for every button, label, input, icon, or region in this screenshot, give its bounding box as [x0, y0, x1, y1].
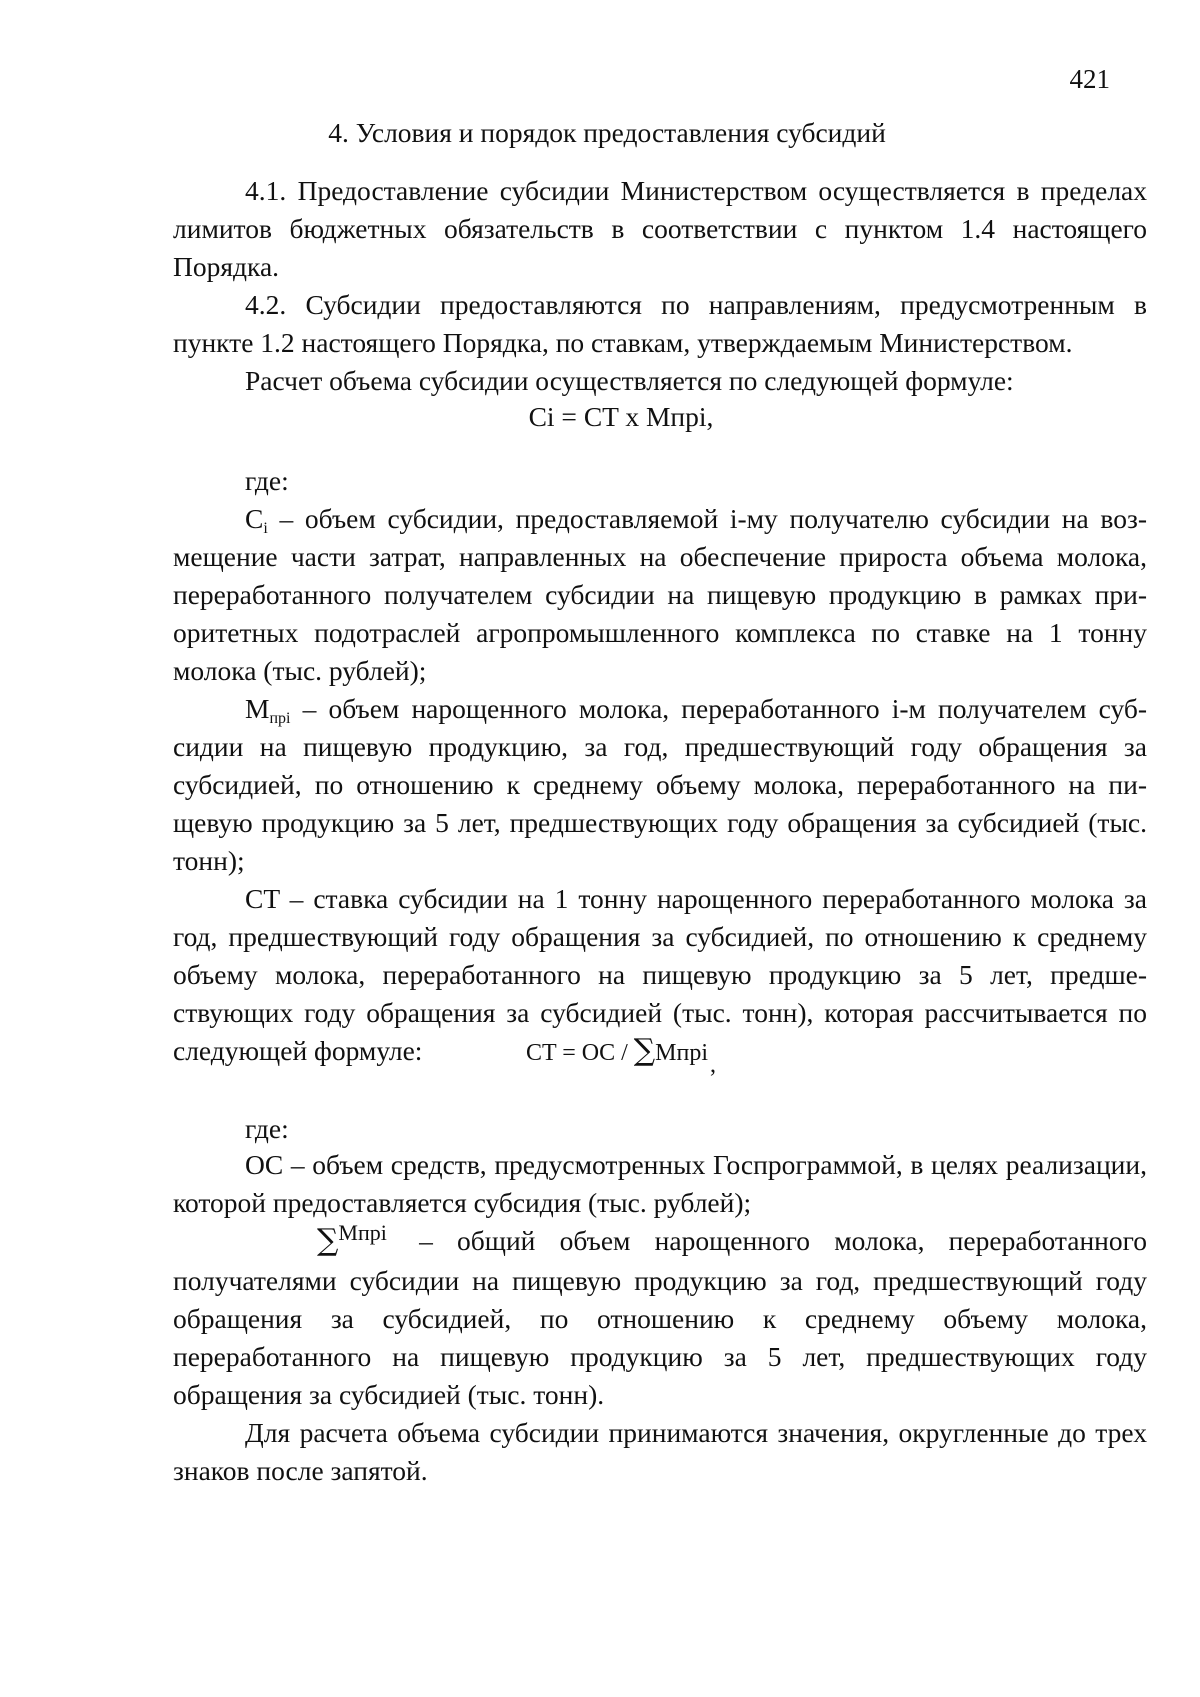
definitions-block-2	[173, 1146, 1147, 1490]
formula-ci: Ci = CT x Мпрi,	[528, 401, 714, 432]
sum-label-text: Мпрi	[338, 1220, 387, 1245]
paragraph-4-2: 4.2. Субсидии предоставляются по направлениям, предусмотренным в пункте 1.2 настоящего Порядка, по ставкам, утверждаемым Министерством.	[173, 289, 1147, 358]
ci-definition-text: – объем субсидии, предоставляемой i-му получателю субсидии на возмещение части затрат, направленных на обеспечение прироста объема молока, переработанного получателем субсидии на пищевую продукцию в рамках приоритетных подотраслей агропромышленного комплекса по ставке на 1 тонну молока (тыс. рублей);	[173, 503, 1147, 686]
definition-ct: CT – ставка субсидии на 1 тонну нарощенного переработанного молока за год, предшествующий году обращения за субсидией, по отношению к среднему объему молока, переработанного на пищевую продукцию за 5 лет, предшествующих году обращения за субсидией (тыс. тонн), которая рассчитывается по следующей формуле:	[173, 883, 1147, 1066]
definition-oc: OC – объем средств, предусмотренных Госпрограммой, в целях реализации, которой предоставляется субсидия (тыс. рублей);	[173, 1149, 1147, 1218]
paragraphs-block-1	[173, 172, 1147, 400]
paragraph-calc-intro: Расчет объема субсидии осуществляется по следующей формуле:	[245, 365, 1014, 396]
m-symbol: М	[245, 693, 270, 724]
ci-subscript: i	[263, 520, 268, 537]
rounding-note: Для расчета объема субсидии принимаются значения, округленные до трех знаков после запятой.	[173, 1417, 1147, 1486]
formula-ct-right: Мпрi	[655, 1040, 709, 1066]
sigma-icon: ∑	[317, 1223, 339, 1258]
section-heading: 4. Условия и порядок предоставления субсидий	[328, 117, 886, 148]
sum-definition-text: – общий объем нарощенного молока, переработанного получателями субсидии на пищевую продукцию за год, предшествующий году обращения за субсидией, по отношению к среднему объему молока, переработанного на пищевую продукцию за 5 лет, предшествующих году обращения за субсидией (тыс. тонн).	[173, 1225, 1147, 1410]
sigma-icon: ∑	[633, 1033, 656, 1068]
where-label-2: где:	[245, 1113, 289, 1144]
m-subscript: прi	[269, 710, 291, 727]
formula-ct	[0, 1033, 1200, 1078]
paragraph-4-1: 4.1. Предоставление субсидии Министерством осуществляется в пределах лимитов бюджетных обязательств в соответствии с пунктом 1.4 настоящего Порядка.	[173, 175, 1147, 282]
definition-sum	[173, 1222, 1147, 1414]
formula-ct-comma: ,	[710, 1052, 717, 1078]
definition-ci	[173, 500, 1147, 690]
sum-symbol	[245, 1222, 387, 1262]
definitions-block-1	[173, 500, 1147, 1070]
m-definition-text: – объем нарощенного молока, переработанного i-м получателем субсидии на пищевую продукцию, за год, предшествующий году обращения за субсидией, по отношению к среднему объему молока, переработанного на пищевую продукцию за 5 лет, предшествующих году обращения за субсидией (тыс. тонн);	[173, 693, 1147, 876]
ci-symbol: C	[245, 503, 264, 534]
definition-m	[173, 690, 1147, 880]
page-number: 421	[1069, 64, 1110, 94]
formula-ct-left: CT = OC /	[525, 1040, 634, 1066]
where-label-1: где:	[245, 465, 289, 496]
